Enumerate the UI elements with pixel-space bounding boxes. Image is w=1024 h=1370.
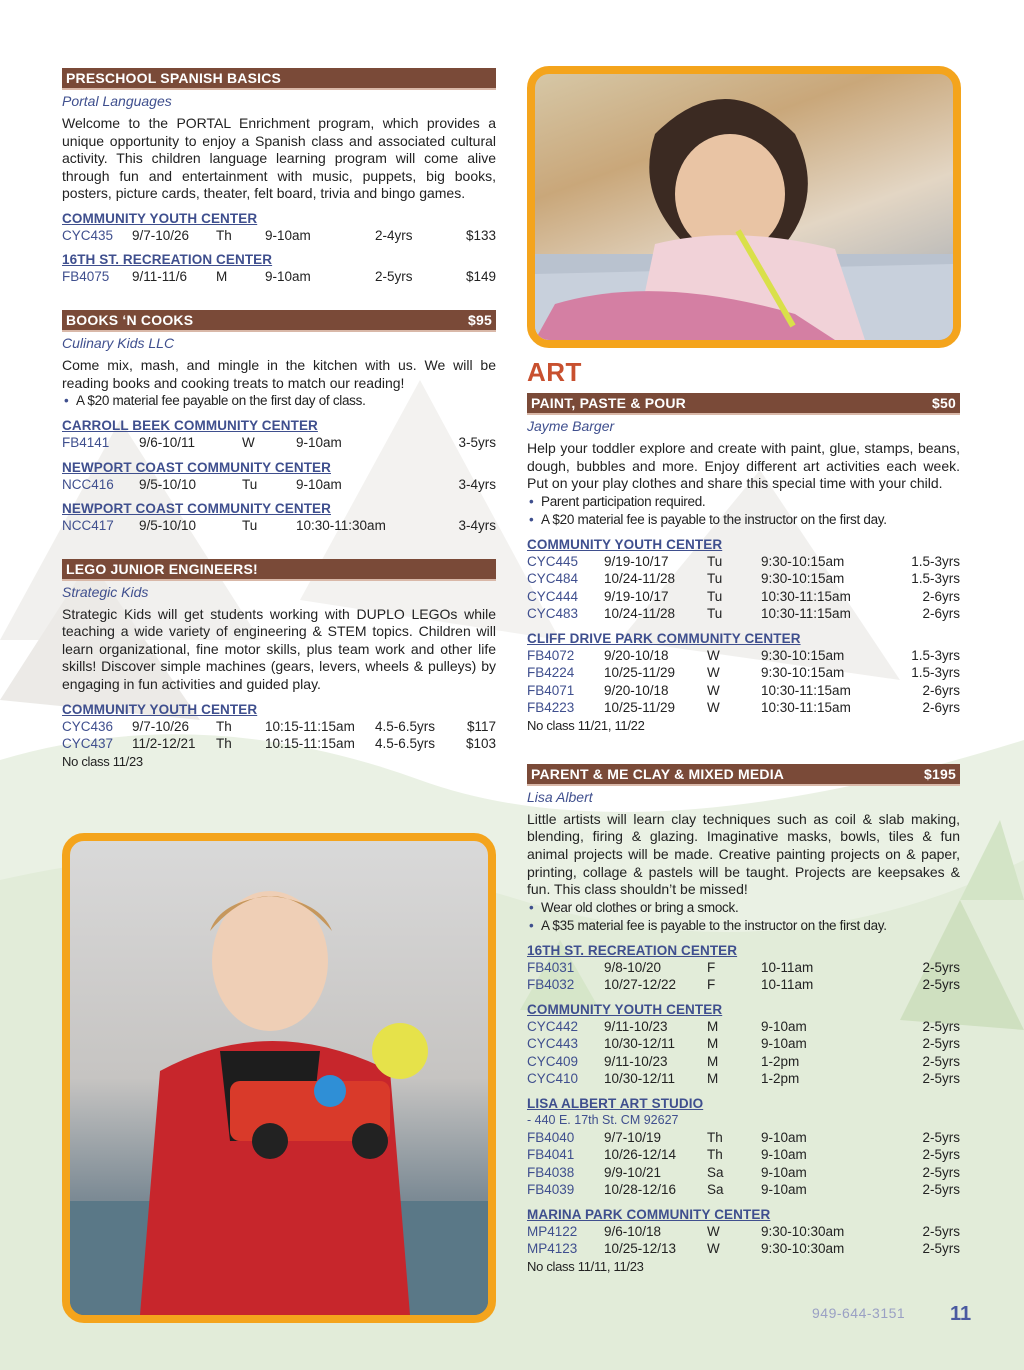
location-name[interactable]: LISA ALBERT ART STUDIO bbox=[527, 1095, 704, 1111]
section-title-bar bbox=[62, 68, 496, 90]
section-price: $95 bbox=[468, 311, 492, 328]
class-code[interactable]: FB4071 bbox=[527, 682, 575, 698]
class-row bbox=[527, 699, 960, 717]
class-day: W bbox=[707, 665, 720, 681]
description: Little artists will learn clay techniques such as coil & slab making, blending, firing & glazing. Imaginative masks, bowls, tiles & fun animal projects will be made. Creative painting projects on & paper, printing, collage & pastels will be taught. Projects are keepsakes & fun. This class shouldn’t be missed! bbox=[527, 810, 960, 898]
class-time: 9:30-10:30am bbox=[761, 1241, 845, 1257]
section-price: $50 bbox=[932, 395, 956, 411]
class-age: 4.5-6.5yrs bbox=[375, 718, 436, 734]
bullet-list bbox=[527, 899, 960, 935]
class-age: 2-6yrs bbox=[922, 606, 960, 622]
section-title-bar bbox=[62, 559, 496, 581]
photo-girl-painting-illustration bbox=[535, 74, 953, 340]
class-time: 9-10am bbox=[265, 269, 311, 285]
class-time: 9-10am bbox=[265, 227, 311, 243]
class-row bbox=[527, 1223, 960, 1241]
class-age: 2-5yrs bbox=[922, 1071, 960, 1087]
class-age: 1.5-3yrs bbox=[911, 665, 960, 681]
class-dates: 9/5-10/10 bbox=[139, 476, 197, 492]
photo-boy-lego bbox=[62, 833, 496, 1323]
class-age: 1.5-3yrs bbox=[911, 553, 960, 569]
class-row bbox=[527, 647, 960, 665]
class-code[interactable]: CYC444 bbox=[527, 588, 579, 604]
class-day: F bbox=[707, 977, 716, 993]
class-time: 9:30-10:30am bbox=[761, 1223, 845, 1239]
class-row bbox=[527, 1164, 960, 1182]
class-dates: 9/6-10/11 bbox=[139, 435, 196, 451]
photo-girl-painting bbox=[527, 66, 961, 348]
bullet-item: • A $20 material fee payable on the first day of class. bbox=[62, 392, 496, 410]
class-dates: 10/30-12/11 bbox=[604, 1071, 676, 1087]
location-name[interactable]: MARINA PARK COMMUNITY CENTER bbox=[527, 1206, 771, 1222]
class-row bbox=[527, 1181, 960, 1199]
class-dates: 9/9-10/21 bbox=[604, 1164, 662, 1180]
class-price: $149 bbox=[465, 269, 496, 285]
class-dates: 10/25-11/29 bbox=[604, 700, 676, 716]
bullet-list bbox=[62, 392, 496, 410]
class-time: 10-11am bbox=[761, 977, 814, 993]
clay-section bbox=[527, 764, 960, 1275]
class-row bbox=[527, 553, 960, 571]
class-day: W bbox=[707, 1223, 720, 1239]
location-name[interactable]: COMMUNITY YOUTH CENTER bbox=[527, 1001, 723, 1017]
provider: Lisa Albert bbox=[527, 788, 593, 805]
class-dates: 9/20-10/18 bbox=[604, 682, 669, 698]
class-code[interactable]: MP4122 bbox=[527, 1223, 578, 1239]
location-name[interactable]: 16TH ST. RECREATION CENTER bbox=[527, 942, 738, 958]
class-day: W bbox=[707, 1241, 720, 1257]
class-day: Th bbox=[707, 1147, 723, 1163]
class-code[interactable]: CYC442 bbox=[527, 1018, 579, 1034]
class-dates: 9/6-10/18 bbox=[604, 1223, 662, 1239]
class-age: 1.5-3yrs bbox=[911, 571, 960, 587]
location-name[interactable]: NEWPORT COAST COMMUNITY CENTER bbox=[62, 459, 331, 475]
class-time: 9-10am bbox=[761, 1018, 807, 1034]
class-age: 2-5yrs bbox=[922, 1182, 960, 1198]
class-day: W bbox=[707, 700, 720, 716]
class-code[interactable]: MP4123 bbox=[527, 1241, 578, 1257]
class-time: 10:30-11:30am bbox=[296, 518, 386, 534]
bullet-item: • A $20 material fee is payable to the instructor on the first day. bbox=[527, 511, 960, 529]
class-code[interactable]: CYC436 bbox=[62, 718, 114, 734]
section-title-bar bbox=[527, 393, 960, 415]
location-name[interactable]: CLIFF DRIVE PARK COMMUNITY CENTER bbox=[527, 630, 801, 646]
location-name[interactable]: 16TH ST. RECREATION CENTER bbox=[62, 252, 273, 268]
class-row bbox=[527, 1018, 960, 1036]
section-title: LEGO JUNIOR ENGINEERS! bbox=[66, 560, 258, 577]
spanish-section bbox=[62, 68, 496, 286]
class-age: 2-6yrs bbox=[922, 588, 960, 604]
class-age: 2-4yrs bbox=[375, 227, 413, 243]
class-age: 2-5yrs bbox=[922, 1147, 960, 1163]
class-code[interactable]: CYC410 bbox=[527, 1071, 579, 1087]
class-dates: 9/19-10/17 bbox=[604, 588, 669, 604]
class-day: M bbox=[707, 1053, 719, 1069]
class-code[interactable]: FB4040 bbox=[527, 1129, 575, 1145]
class-day: M bbox=[707, 1036, 719, 1052]
class-age: 2-6yrs bbox=[922, 682, 960, 698]
class-note: No class 11/21, 11/22 bbox=[527, 717, 645, 733]
class-day: Sa bbox=[707, 1182, 724, 1198]
class-note: No class 11/23 bbox=[62, 753, 143, 769]
class-time: 9-10am bbox=[296, 476, 342, 492]
class-day: W bbox=[707, 682, 720, 698]
class-time: 1-2pm bbox=[761, 1053, 800, 1069]
class-time: 9:30-10:15am bbox=[761, 665, 845, 681]
class-code[interactable]: FB4041 bbox=[527, 1147, 575, 1163]
class-code[interactable]: CYC484 bbox=[527, 571, 579, 587]
class-age: 3-4yrs bbox=[458, 476, 496, 492]
class-time: 9-10am bbox=[296, 435, 342, 451]
books-section bbox=[62, 310, 496, 535]
class-day: M bbox=[707, 1071, 719, 1087]
class-time: 9:30-10:15am bbox=[761, 571, 845, 587]
class-code[interactable]: FB4224 bbox=[527, 665, 575, 681]
bullet-item: • Wear old clothes or bring a smock. bbox=[527, 899, 960, 917]
lego-section bbox=[62, 559, 496, 770]
class-code[interactable]: CYC435 bbox=[62, 227, 114, 243]
location-name[interactable]: NEWPORT COAST COMMUNITY CENTER bbox=[62, 501, 331, 517]
class-dates: 10/24-11/28 bbox=[604, 606, 676, 622]
class-dates: 9/20-10/18 bbox=[604, 647, 669, 663]
class-age: 2-5yrs bbox=[922, 1223, 960, 1239]
class-day: Th bbox=[216, 227, 232, 243]
section-price: $195 bbox=[924, 765, 956, 782]
description: Strategic Kids will get students working with DUPLO LEGOs while teaching a wide variety of engineering & STEM topics. Children will learn organizational, fine motor skills, plus team work and other life skills! Discover simple machines (gears, levers, wheels & pulleys) by engaging in fun activities and guided play. bbox=[62, 605, 496, 693]
class-code[interactable]: CYC437 bbox=[62, 736, 114, 752]
class-row bbox=[62, 735, 496, 753]
class-time: 9-10am bbox=[761, 1182, 807, 1198]
section-title: PRESCHOOL SPANISH BASICS bbox=[66, 70, 282, 86]
class-day: F bbox=[707, 959, 716, 975]
class-age: 2-6yrs bbox=[922, 700, 960, 716]
class-day: Th bbox=[216, 718, 232, 734]
class-row bbox=[527, 605, 960, 623]
class-dates: 10/26-12/14 bbox=[604, 1147, 677, 1163]
class-dates: 10/28-12/16 bbox=[604, 1182, 677, 1198]
class-row bbox=[62, 476, 496, 494]
class-dates: 9/7-10/19 bbox=[604, 1129, 662, 1145]
class-code[interactable]: FB4075 bbox=[62, 269, 110, 285]
class-day: W bbox=[242, 435, 255, 451]
class-code[interactable]: FB4141 bbox=[62, 435, 110, 451]
class-row bbox=[62, 718, 496, 736]
class-code[interactable]: NCC416 bbox=[62, 476, 114, 492]
art-heading: ART bbox=[527, 357, 582, 387]
location-address: - 440 E. 17th St. CM 92627 bbox=[527, 1112, 679, 1127]
class-day: Tu bbox=[707, 606, 723, 622]
class-day: Tu bbox=[707, 571, 723, 587]
class-code[interactable]: CYC483 bbox=[527, 606, 579, 622]
section-title-bar bbox=[527, 764, 960, 786]
class-dates: 9/7-10/26 bbox=[132, 227, 190, 243]
class-dates: 10/25-11/29 bbox=[604, 665, 676, 681]
class-dates: 9/11-10/23 bbox=[604, 1018, 668, 1034]
class-dates: 10/25-12/13 bbox=[604, 1241, 677, 1257]
photo-boy-lego-illustration bbox=[70, 841, 488, 1315]
class-row bbox=[527, 682, 960, 700]
class-day: M bbox=[216, 269, 228, 285]
class-row bbox=[62, 434, 496, 452]
class-dates: 9/11-10/23 bbox=[604, 1053, 668, 1069]
class-row bbox=[527, 588, 960, 606]
class-code[interactable]: CYC443 bbox=[527, 1036, 579, 1052]
description: Help your toddler explore and create with paint, glue, stamps, beans, dough, bubbles and more. Enjoy different art activities each week. Put on your play clothes and share this special time with your child. bbox=[527, 440, 960, 492]
class-code[interactable]: FB4072 bbox=[527, 647, 575, 663]
class-code[interactable]: FB4223 bbox=[527, 700, 575, 716]
footer-phone: 949-644-3151 bbox=[812, 1305, 906, 1321]
class-dates: 9/19-10/17 bbox=[604, 553, 669, 569]
class-age: 4.5-6.5yrs bbox=[375, 736, 436, 752]
class-age: 2-5yrs bbox=[922, 959, 960, 975]
provider: Culinary Kids LLC bbox=[62, 334, 175, 351]
class-age: 1.5-3yrs bbox=[911, 647, 960, 663]
class-time: 10:30-11:15am bbox=[761, 606, 851, 622]
class-dates: 9/5-10/10 bbox=[139, 518, 197, 534]
class-day: Th bbox=[216, 736, 232, 752]
class-row bbox=[527, 664, 960, 682]
class-age: 3-4yrs bbox=[458, 518, 496, 534]
section-title-bar bbox=[62, 310, 496, 332]
class-dates: 11/2-12/21 bbox=[132, 736, 196, 752]
location-name[interactable]: COMMUNITY YOUTH CENTER bbox=[62, 210, 258, 226]
class-code[interactable]: NCC417 bbox=[62, 518, 114, 534]
provider: Strategic Kids bbox=[62, 583, 149, 600]
class-row bbox=[527, 1146, 960, 1164]
class-day: W bbox=[707, 647, 720, 663]
class-time: 10-11am bbox=[761, 959, 814, 975]
description: Come mix, mash, and mingle in the kitchen with us. We will be reading books and cooking treats to match our reading! bbox=[62, 356, 496, 391]
class-dates: 10/30-12/11 bbox=[604, 1036, 676, 1052]
class-price: $117 bbox=[466, 718, 496, 734]
class-age: 2-5yrs bbox=[375, 269, 413, 285]
class-time: 10:30-11:15am bbox=[761, 588, 851, 604]
class-row bbox=[527, 570, 960, 588]
class-time: 9-10am bbox=[761, 1129, 807, 1145]
bullet-item: • Parent participation required. bbox=[527, 493, 960, 511]
class-age: 2-5yrs bbox=[922, 1241, 960, 1257]
class-age: 2-5yrs bbox=[922, 977, 960, 993]
class-time: 9-10am bbox=[761, 1147, 807, 1163]
class-time: 10:30-11:15am bbox=[761, 682, 851, 698]
class-age: 2-5yrs bbox=[922, 1164, 960, 1180]
class-code[interactable]: CYC445 bbox=[527, 553, 579, 569]
section-title: PAINT, PASTE & POUR bbox=[531, 395, 686, 411]
section-title: PARENT & ME CLAY & MIXED MEDIA bbox=[531, 765, 785, 782]
class-row bbox=[527, 1070, 960, 1088]
class-price: $103 bbox=[465, 736, 496, 752]
class-dates: 9/7-10/26 bbox=[132, 718, 190, 734]
class-time: 9-10am bbox=[761, 1036, 807, 1052]
class-dates: 9/8-10/20 bbox=[604, 959, 662, 975]
bullet-item: • A $35 material fee is payable to the instructor on the first day. bbox=[527, 917, 960, 935]
right-column bbox=[527, 355, 960, 1299]
class-row bbox=[527, 1129, 960, 1147]
class-age: 2-5yrs bbox=[922, 1053, 960, 1069]
left-column bbox=[62, 68, 496, 794]
description: Welcome to the PORTAL Enrichment program, which provides a unique opportunity to enjoy a Spanish class and associated cultural activity. This children language learning program will come alive through fun and entertainment with music, puppets, big books, posters, picture cards, theater, felt board, trivia and bingo games. bbox=[62, 115, 496, 202]
class-day: M bbox=[707, 1018, 719, 1034]
class-time: 9:30-10:15am bbox=[761, 647, 845, 663]
location-name[interactable]: CARROLL BEEK COMMUNITY CENTER bbox=[62, 418, 318, 434]
class-age: 2-5yrs bbox=[922, 1018, 960, 1034]
class-row bbox=[527, 1053, 960, 1071]
class-dates: 9/11-11/6 bbox=[132, 269, 188, 285]
class-day: Tu bbox=[707, 553, 723, 569]
class-time: 10:15-11:15am bbox=[265, 736, 355, 752]
provider: Portal Languages bbox=[62, 93, 172, 109]
location-name[interactable]: COMMUNITY YOUTH CENTER bbox=[62, 701, 258, 717]
class-time: 1-2pm bbox=[761, 1071, 800, 1087]
class-time: 9-10am bbox=[761, 1164, 807, 1180]
class-note: No class 11/11, 11/23 bbox=[527, 1258, 644, 1274]
class-row bbox=[62, 268, 496, 286]
class-time: 9:30-10:15am bbox=[761, 553, 845, 569]
class-day: Tu bbox=[242, 476, 258, 492]
location-name[interactable]: COMMUNITY YOUTH CENTER bbox=[527, 536, 723, 552]
class-day: Tu bbox=[707, 588, 723, 604]
class-age: 2-5yrs bbox=[922, 1036, 960, 1052]
class-code[interactable]: FB4031 bbox=[527, 959, 575, 975]
class-row bbox=[527, 959, 960, 977]
class-time: 10:15-11:15am bbox=[265, 718, 355, 734]
class-code[interactable]: CYC409 bbox=[527, 1053, 579, 1069]
class-row bbox=[527, 1240, 960, 1258]
class-day: Tu bbox=[242, 518, 258, 534]
class-row bbox=[527, 1035, 960, 1053]
bullet-list bbox=[527, 493, 960, 529]
class-price: $133 bbox=[465, 227, 496, 243]
class-code[interactable]: FB4038 bbox=[527, 1164, 575, 1180]
class-age: 2-5yrs bbox=[922, 1129, 960, 1145]
class-day: Sa bbox=[707, 1164, 724, 1180]
class-age: 3-5yrs bbox=[458, 435, 496, 451]
class-time: 10:30-11:15am bbox=[761, 700, 851, 716]
class-row bbox=[62, 517, 496, 535]
class-dates: 10/24-11/28 bbox=[604, 571, 676, 587]
class-day: Th bbox=[707, 1129, 723, 1145]
section-title: BOOKS ‘N COOKS bbox=[66, 311, 194, 328]
class-code[interactable]: FB4032 bbox=[527, 977, 575, 993]
page-number: 11 bbox=[950, 1303, 972, 1325]
provider: Jayme Barger bbox=[527, 418, 615, 434]
class-dates: 10/27-12/22 bbox=[604, 977, 677, 993]
class-row bbox=[527, 976, 960, 994]
class-row bbox=[62, 227, 496, 245]
paint-section bbox=[527, 393, 960, 734]
class-code[interactable]: FB4039 bbox=[527, 1182, 575, 1198]
